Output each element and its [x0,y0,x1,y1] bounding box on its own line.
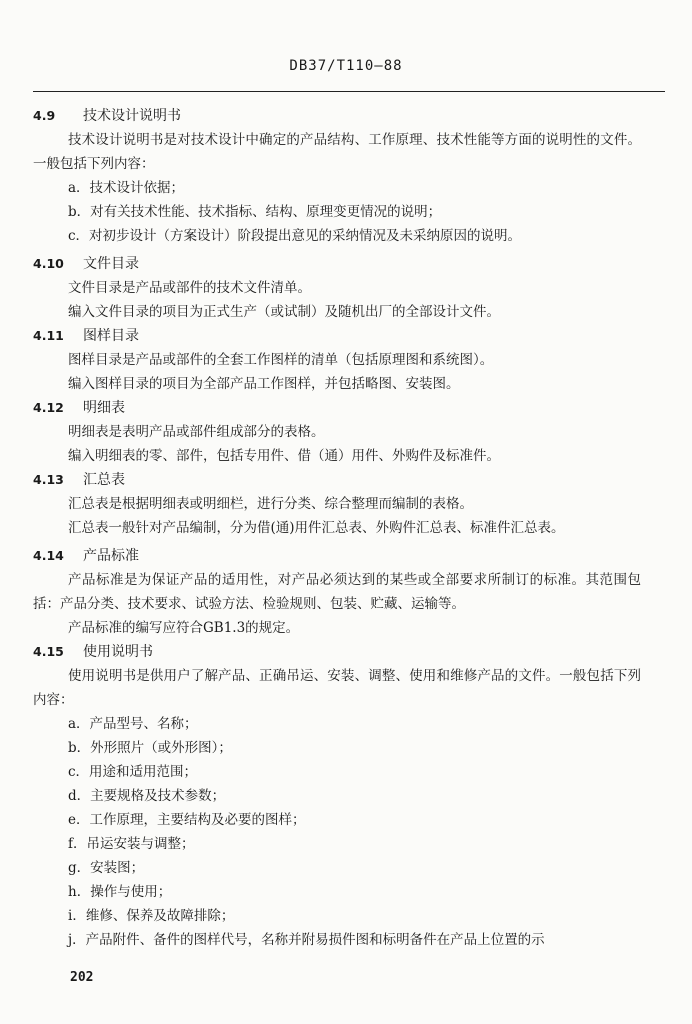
list-item: a．技术设计依据； [68,180,185,196]
section-title: 技术设计说明书 [83,108,181,124]
section-number: 4.12 [33,400,64,415]
section-title: 产品标准 [83,548,139,564]
section-number: 4.9 [33,108,56,123]
section-title: 汇总表 [83,472,125,488]
list-item: e．工作原理，主要结构及必要的图样； [68,812,306,828]
list-item: c．对初步设计（方案设计）阶段提出意见的采纳情况及未采纳原因的说明。 [68,228,522,244]
paragraph: 明细表是表明产品或部件组成部分的表格。 [68,424,325,440]
list-item: a．产品型号、名称； [68,716,198,732]
section-heading [33,324,641,348]
paragraph: 汇总表一般针对产品编制，分为借(通)用件汇总表、外购件汇总表、标准件汇总表。 [68,520,565,536]
section-heading [33,104,641,128]
header-rule [33,91,665,92]
paragraph: 技术设计说明书是对技术设计中确定的产品结构、工作原理、技术性能等方面的说明性的文件。一般包括下列内容： [33,132,641,172]
paragraph: 使用说明书是供用户了解产品、正确吊运、安装、调整、使用和维修产品的文件。一般包括下列内容： [33,668,641,708]
section-heading [33,252,641,276]
document-body [33,104,641,952]
paragraph: 文件目录是产品或部件的技术文件清单。 [68,280,311,296]
paragraph: 图样目录是产品或部件的全套工作图样的清单（包括原理图和系统图）。 [68,352,494,368]
section-heading [33,396,641,420]
section-number: 4.13 [33,472,64,487]
list-item: b．外形照片（或外形图）； [68,740,232,756]
list-item: d．主要规格及技术参数； [68,788,226,804]
section-heading [33,640,641,664]
paragraph: 编入明细表的零、部件，包括专用件、借（通）用件、外购件及标准件。 [68,448,500,464]
section-title: 图样目录 [83,328,139,344]
section-heading [33,544,641,568]
document-code-header: DB37/T110—88 [289,58,403,74]
section-number: 4.11 [33,328,64,343]
list-item: b．对有关技术性能、技术指标、结构、原理变更情况的说明； [68,204,442,220]
paragraph: 产品标准是为保证产品的适用性，对产品必须达到的某些或全部要求所制订的标准。其范围包括：产品分类、技术要求、试验方法、检验规则、包装、贮藏、运输等。 [33,572,641,612]
section-title: 文件目录 [83,256,139,272]
section-number: 4.14 [33,548,64,563]
list-item: g．安装图； [68,860,145,876]
list-item: h．操作与使用； [68,884,172,900]
list-item: i．维修、保养及故障排除； [68,908,235,924]
section-number: 4.10 [33,256,64,271]
paragraph: 产品标准的编写应符合GB1.3的规定。 [68,620,300,636]
paragraph: 编入文件目录的项目为正式生产（或试制）及随机出厂的全部设计文件。 [68,304,500,320]
paragraph: 汇总表是根据明细表或明细栏，进行分类、综合整理而编制的表格。 [68,496,473,512]
section-title: 明细表 [83,400,125,416]
page-number: 202 [70,970,94,985]
section-number: 4.15 [33,644,64,659]
list-item: c．用途和适用范围； [68,764,198,780]
section-title: 使用说明书 [83,644,153,660]
list-item: f．吊运安装与调整； [68,836,195,852]
paragraph: 编入图样目录的项目为全部产品工作图样，并包括略图、安装图。 [68,376,460,392]
section-heading [33,468,641,492]
list-item: j．产品附件、备件的图样代号，名称并附易损件图和标明备件在产品上位置的示 [68,932,545,948]
